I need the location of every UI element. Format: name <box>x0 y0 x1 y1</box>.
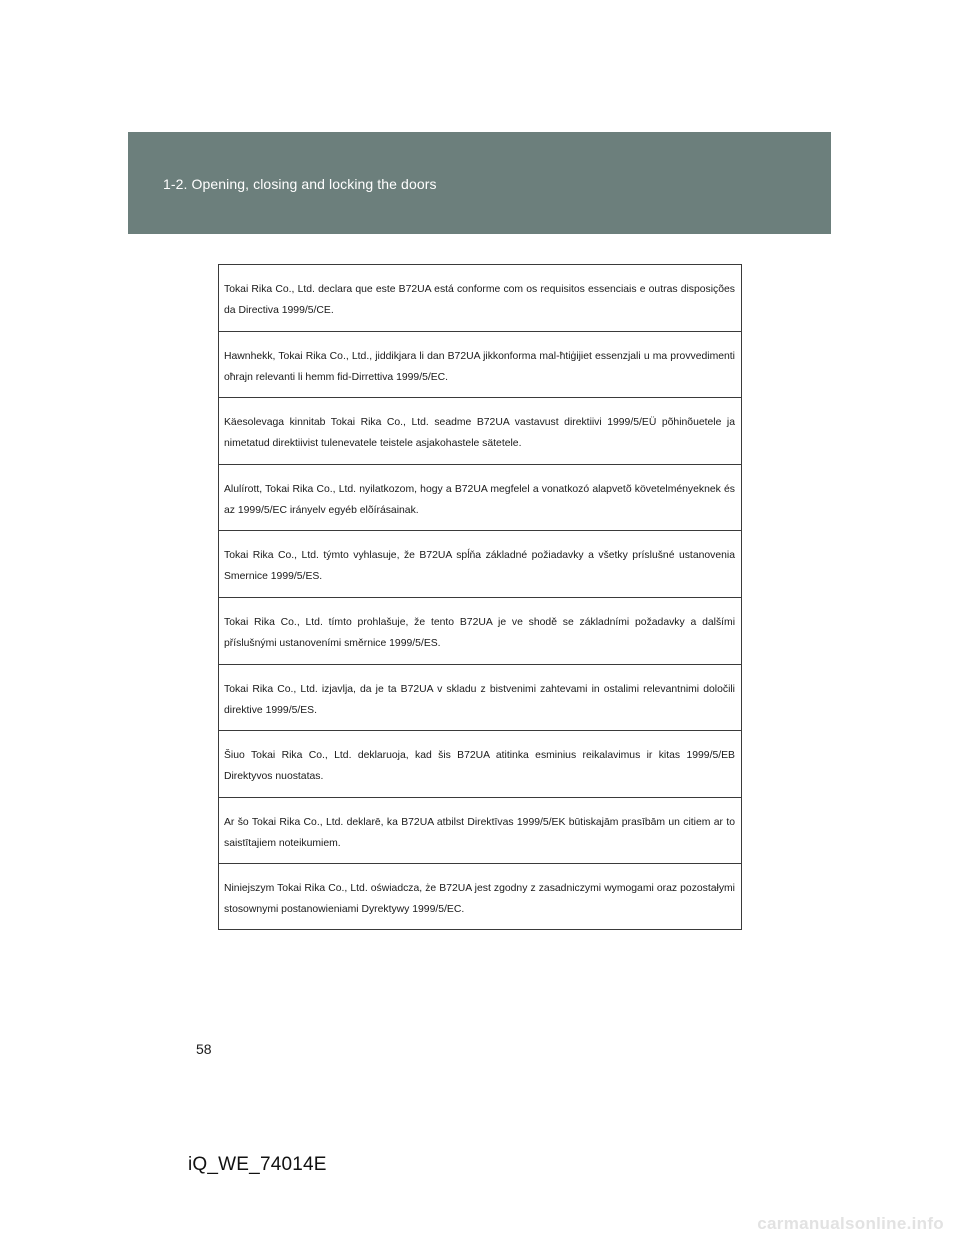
document-code: iQ_WE_74014E <box>188 1154 327 1175</box>
site-watermark: carmanualsonline.info <box>757 1214 944 1233</box>
declaration-row-slovenian: Tokai Rika Co., Ltd. izjavlja, da je ta B72UA v skladu z bistvenimi zahtevami in ostalimi relevantnimi določili direktive 1999/5/ES. <box>219 665 741 732</box>
section-header-band <box>128 132 831 234</box>
declaration-row-polish: Niniejszym Tokai Rika Co., Ltd. oświadcza, że B72UA jest zgodny z zasadniczymi wymogami oraz pozostałymi stosownymi postanowieniami Dyrektywy 1999/5/EC. <box>224 883 735 916</box>
declaration-table <box>218 264 742 930</box>
declaration-row-latvian: Ar šo Tokai Rika Co., Ltd. deklarē, ka B72UA atbilst Direktīvas 1999/5/EK būtiskajām prasībām un citiem ar to saistītajiem noteikumiem. <box>219 798 741 865</box>
declaration-row-maltese: Hawnhekk, Tokai Rika Co., Ltd., jiddikjara li dan B72UA jikkonforma mal-ħtiġijiet essenzjali u ma provvedimenti oħrajn relevanti li hemm fid-Dirrettiva 1999/5/EC. <box>219 332 741 399</box>
page-number: 58 <box>196 1041 212 1057</box>
declaration-row-hungarian: Alulírott, Tokai Rika Co., Ltd. nyilatkozom, hogy a B72UA megfelel a vonatkozó alapvetõ követelményeknek és az 1999/5/EC irányelv egyéb elõírásainak. <box>219 465 741 532</box>
declaration-row-slovak: Tokai Rika Co., Ltd. týmto vyhlasuje, že B72UA spĺňa základné požiadavky a všetky príslušné ustanovenia Smernice 1999/5/ES. <box>219 531 741 598</box>
declaration-row-czech: Tokai Rika Co., Ltd. tímto prohlašuje, že tento B72UA je ve shodě se základními požadavky a dalšími příslušnými ustanoveními směrnice 1999/5/ES. <box>219 598 741 665</box>
section-title: 1-2. Opening, closing and locking the doors <box>163 176 437 192</box>
declaration-row-lithuanian: Šiuo Tokai Rika Co., Ltd. deklaruoja, kad šis B72UA atitinka esminius reikalavimus ir kitas 1999/5/EB Direktyvos nuostatas. <box>219 731 741 798</box>
declaration-row-portuguese: Tokai Rika Co., Ltd. declara que este B72UA está conforme com os requisitos essenciais e outras disposições da Directiva 1999/5/CE. <box>219 265 741 332</box>
declaration-row-estonian: Käesolevaga kinnitab Tokai Rika Co., Ltd. seadme B72UA vastavust direktiivi 1999/5/EÜ põhinõuetele ja nimetatud direktiivist tulenevatele teistele asjakohastele sätetele. <box>219 398 741 465</box>
